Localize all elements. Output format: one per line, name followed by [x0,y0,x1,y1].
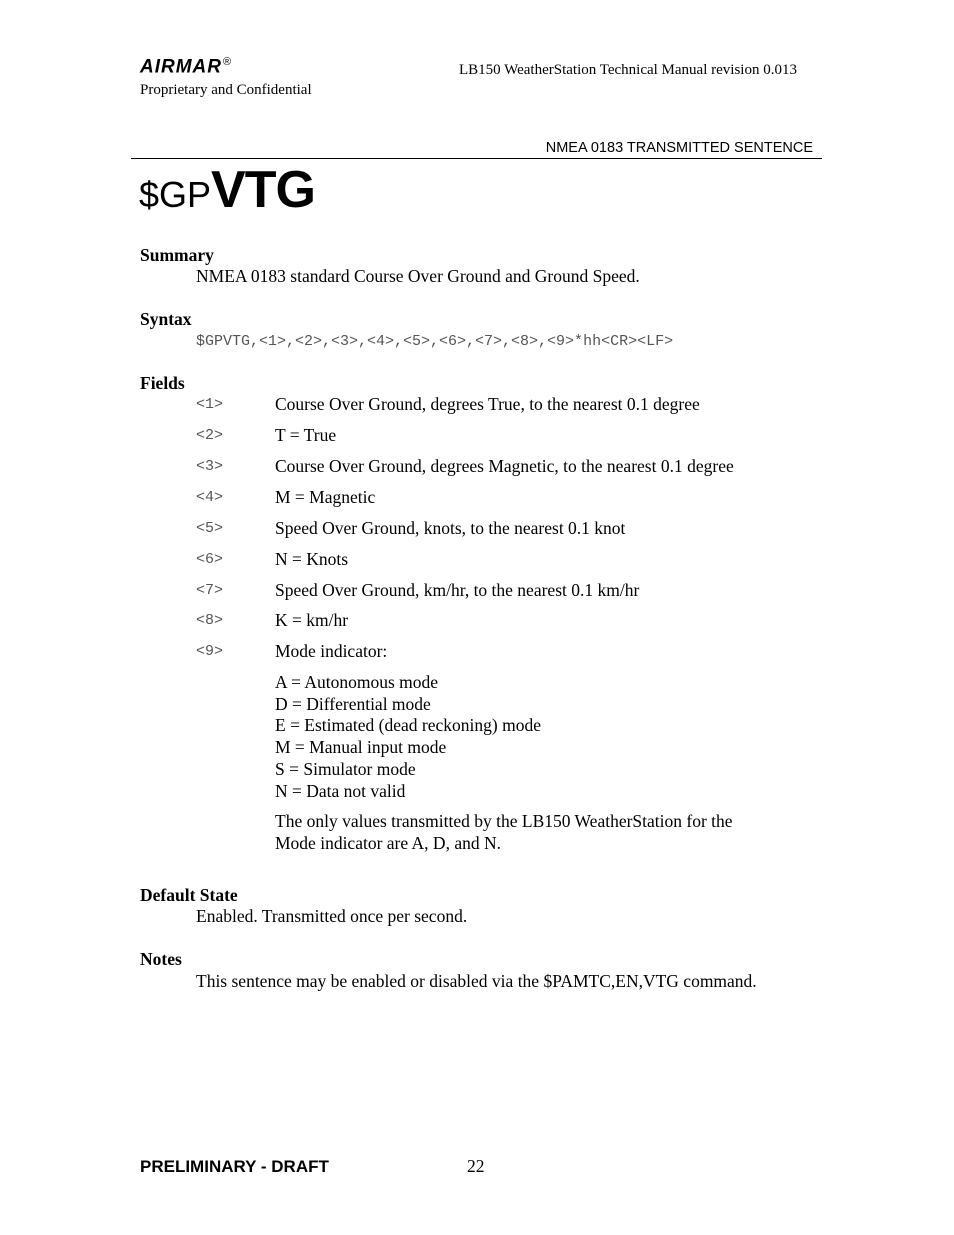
field-code: <8> [196,612,224,629]
field-desc: N = Knots [275,549,349,569]
field-desc: Course Over Ground, degrees Magnetic, to the nearest 0.1 degree [275,456,734,476]
field-desc: M = Magnetic [275,487,376,507]
title-main: VTG [211,161,315,219]
mode-item: D = Differential mode [275,693,431,714]
syntax-heading: Syntax [140,309,192,329]
section-label: NMEA 0183 TRANSMITTED SENTENCE [545,140,813,156]
airmar-logo: AIRMAR® [140,56,233,78]
summary-heading: Summary [140,245,214,265]
header-rule [131,158,822,159]
field-desc: T = True [275,425,337,445]
field-desc: Speed Over Ground, km/hr, to the nearest 0.1 km/hr [275,580,640,600]
page-title [139,160,315,220]
registered-mark: ® [223,56,233,68]
field-code: <5> [196,520,224,537]
field-desc: K = km/hr [275,610,349,630]
mode-note [275,811,733,854]
field-code: <3> [196,458,224,475]
confidential-label: Proprietary and Confidential [140,82,312,98]
field-desc: Speed Over Ground, knots, to the nearest 0.1 knot [275,518,626,538]
field-code: <2> [196,427,224,444]
mode-item: A = Autonomous mode [275,672,439,692]
notes-text: This sentence may be enabled or disabled via the $PAMTC,EN,VTG command. [196,971,757,991]
notes-heading: Notes [140,949,182,969]
field-code: <1> [196,396,224,413]
default-state-heading: Default State [140,885,238,905]
mode-item: N = Data not valid [275,780,406,801]
draft-label: PRELIMINARY - DRAFT [140,1157,329,1176]
syntax-text: $GPVTG,<1>,<2>,<3>,<4>,<5>,<6>,<7>,<8>,<9>*hh<CR><LF> [196,333,674,350]
page-number: 22 [467,1156,485,1176]
field-desc: Mode indicator: [275,641,388,661]
default-state-text: Enabled. Transmitted once per second. [196,906,468,926]
fields-heading: Fields [140,373,185,393]
field-code: <7> [196,582,224,599]
mode-note-line: The only values transmitted by the LB150 WeatherStation for the [275,811,733,831]
title-prefix: $GP [139,174,212,215]
mode-item: S = Simulator mode [275,758,416,779]
field-code: <6> [196,551,224,568]
mode-item: E = Estimated (dead reckoning) mode [275,715,541,736]
mode-item: M = Manual input mode [275,737,447,758]
field-desc: Course Over Ground, degrees True, to the nearest 0.1 degree [275,394,700,414]
manual-title: LB150 WeatherStation Technical Manual revision 0.013 [459,62,797,78]
mode-list [275,672,541,802]
mode-note-line: Mode indicator are A, D, and N. [275,832,501,853]
summary-text: NMEA 0183 standard Course Over Ground and Ground Speed. [196,266,640,286]
field-code: <9> [196,643,224,660]
field-code: <4> [196,489,224,506]
